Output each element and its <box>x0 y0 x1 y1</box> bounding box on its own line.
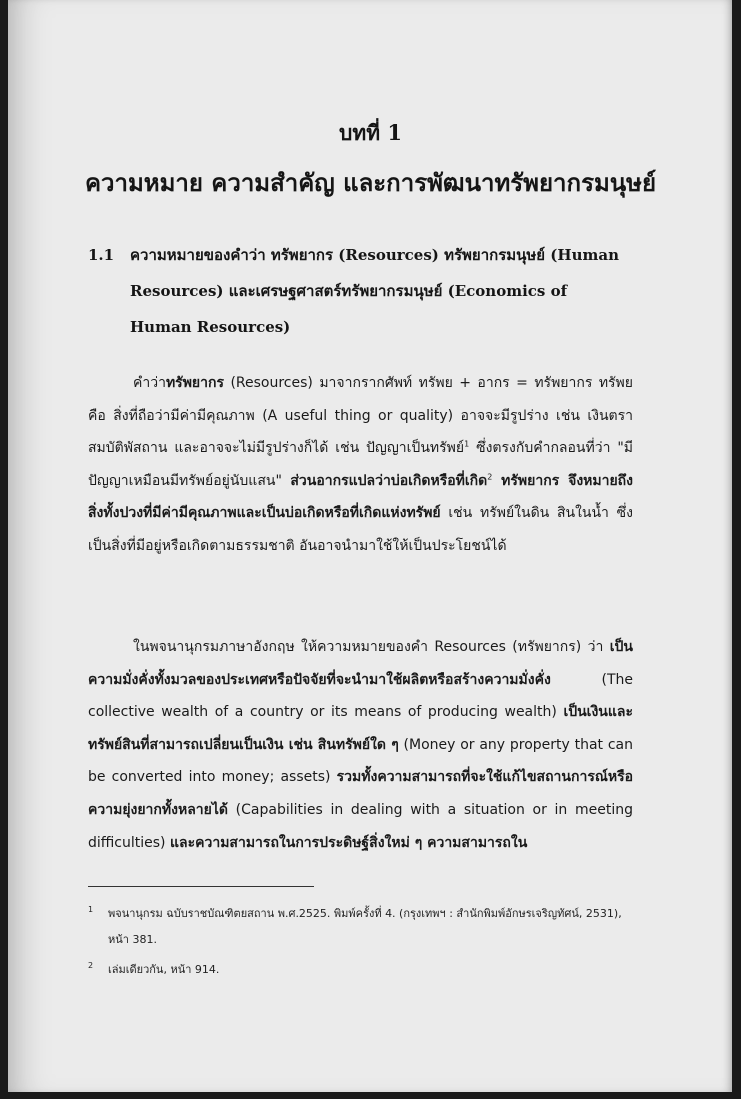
paragraph-resources-definition <box>88 367 633 563</box>
p1-text-4: เช่น ทรัพย์ในดิน สินในน้ำ ซึ่งเป็นสิ่งที่มีอยู่หรือเกิดตามธรรมชาติ อันอาจนำมาใช้ให้เป็นประโยชน์ได้ <box>88 505 633 554</box>
p2-text-4: (Capabilities in dealing with a situation or in meeting difficulties) <box>88 801 633 851</box>
p1-text-3: ซึ่งตรงกับคำกลอนที่ว่า "มีปัญญาเหมือนมีทรัพย์อยู่นับแสน" <box>88 440 634 489</box>
p2-text-3: (Money or any property that can be converted into money; assets) <box>88 736 633 786</box>
footnote <box>88 957 633 983</box>
section-heading <box>88 237 633 345</box>
footnote-text: พจนานุกรม ฉบับราชบัณฑิตยสถาน พ.ศ.2525. พิมพ์ครั้งที่ 4. (กรุงเทพฯ : สำนักพิมพ์อักษรเจริญทัศน์, 2531), หน้า 381. <box>108 907 622 946</box>
p1-text-2: (Resources) มาจากรากศัพท์ ทรัพย + อากร = ทรัพยากร ทรัพย คือ สิ่งที่ถือว่ามีค่ามีคุณภาพ (A useful thing or quality) อาจจะมีรูปร่าง เช่น เงินตรา สมบัติพัสถาน และอาจจะไม่มีรูปร่างก็ได้ เช่น ปัญญาเป็นทรัพย์ <box>88 375 633 457</box>
p2-text-1: ในพจนานุกรมภาษาอังกฤษ ให้ความหมายของคำ Resources (ทรัพยากร) ว่า <box>133 639 610 655</box>
footnote <box>88 901 633 953</box>
p2-bold-3: รวมทั้งความสามารถที่จะใช้แก้ไขสถานการณ์หรือความยุ่งยากทั้งหลายได้ <box>88 769 633 818</box>
chapter-title: ความหมาย ความสำคัญ และการพัฒนาทรัพยากรมนุษย์ <box>84 168 657 197</box>
footnote-divider <box>88 886 314 887</box>
p1-term-resources: ทรัพยากร <box>165 375 224 391</box>
footnote-text: เล่มเดียวกัน, หน้า 914. <box>108 963 220 976</box>
p2-bold-4: และความสามารถในการประดิษฐ์สิ่งใหม่ ๆ ความสามารถใน <box>169 834 528 851</box>
p1-bold-1: ส่วนอากรแปลว่าบ่อเกิดหรือที่เกิด <box>290 472 488 489</box>
footnote-mark: 2 <box>88 961 94 970</box>
chapter-label: บทที่ 1 <box>339 120 402 145</box>
section-title: ความหมายของคำว่า ทรัพยากร (Resources) ทรัพยากรมนุษย์ (Human Resources) และเศรษฐศาสตร์ทรัพยากรมนุษย์ (Economics of Human Resources) <box>130 246 619 336</box>
p2-bold-2: เป็นเงินและทรัพย์สินที่สามารถเปลี่ยนเป็นเงิน เช่น สินทรัพย์ใด ๆ <box>88 704 633 753</box>
p2-text-2: (The collective wealth of a country or its means of producing wealth) <box>88 671 633 721</box>
p1-text-1: คำว่า <box>133 375 166 391</box>
section-number: 1.1 <box>88 246 115 264</box>
paragraph-english-dictionary <box>88 631 633 859</box>
p2-bold-1: เป็นความมั่งคั่งทั้งมวลของประเทศหรือปัจจัยที่จะนำมาใช้ผลิตหรือสร้างความมั่งคั่ง <box>88 639 633 688</box>
footnote-ref-1: 1 <box>464 439 470 449</box>
footnote-mark: 1 <box>88 905 94 914</box>
footnote-ref-2: 2 <box>487 472 493 482</box>
p1-bold-2: ทรัพยากร จึงหมายถึงสิ่งทั้งปวงที่มีค่ามีคุณภาพและเป็นบ่อเกิดหรือที่เกิดแห่งทรัพย์ <box>88 472 633 522</box>
